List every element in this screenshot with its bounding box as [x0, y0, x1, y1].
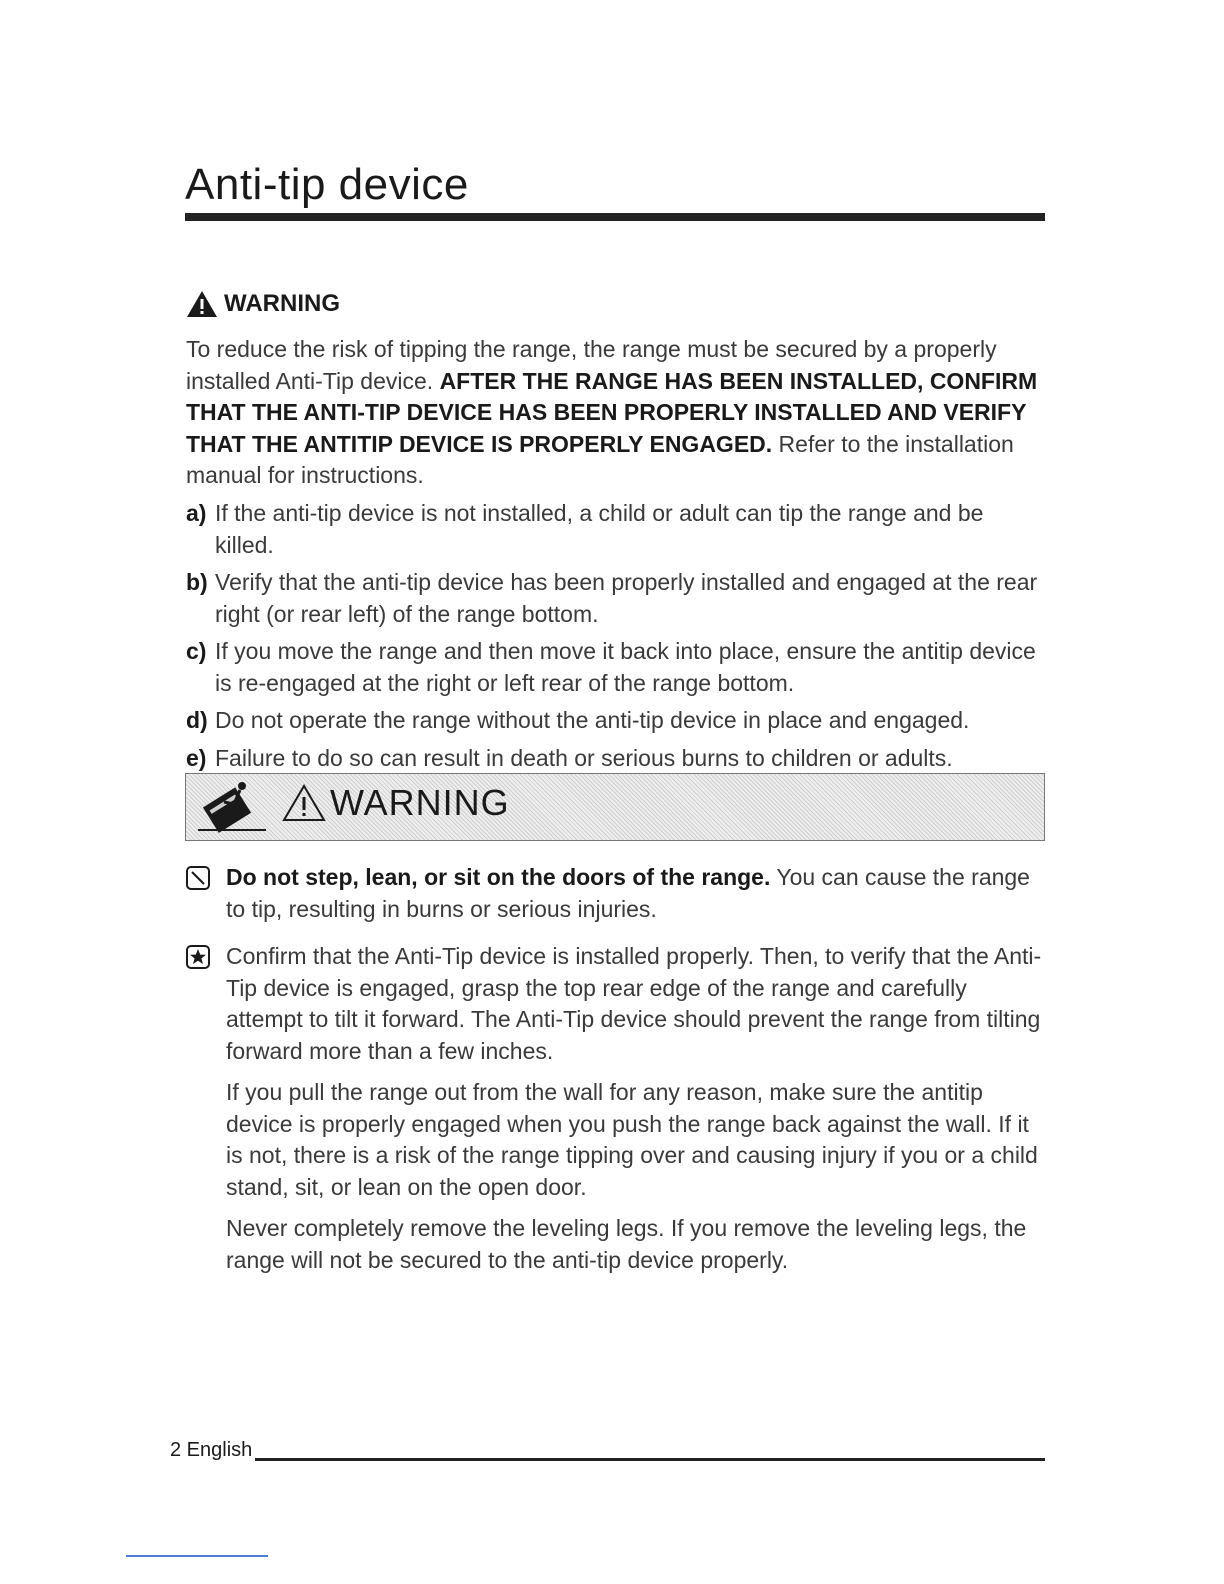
warning-intro-tail: Refer to the installation manual for instructions. [186, 430, 1014, 488]
list-item-text: Failure to do so can result in death or serious burns to children or adults. [215, 744, 953, 771]
prohibited-bold: Do not step, lean, or sit on the doors of the range. [226, 864, 771, 890]
prohibited-text [226, 862, 1048, 925]
footer-rule [255, 1458, 1045, 1461]
warning-triangle-outline-icon [282, 784, 326, 822]
list-marker: e) [186, 744, 207, 771]
prohibited-notice [186, 862, 1048, 935]
list-marker: c) [186, 638, 207, 664]
list-marker: d) [186, 707, 208, 733]
warning-intro [186, 334, 1048, 492]
title-rule [185, 213, 1045, 221]
list-item [186, 636, 1048, 699]
warning-heading [186, 290, 340, 318]
warning-intro-plain: To reduce the risk of tipping the range, the range must be secured by a properly installed Anti-Tip device. [186, 336, 997, 394]
instruction-paragraph: If you pull the range out from the wall for any reason, make sure the antitip device is properly engaged when you push the range back against the wall. If it is not, there is a risk of the range tipping over and causing injury if you or a child stand, sit, or lean on the open door. [226, 1079, 1038, 1200]
tipping-range-icon [194, 780, 270, 836]
warning-triangle-icon [186, 290, 218, 318]
instruction-paragraph: Confirm that the Anti-Tip device is installed properly. Then, to verify that the Anti-Tip device is engaged, grasp the top rear edge of the range and carefully attempt to tilt it forward. The Anti-Tip device should prevent the range from tilting forward more than a few inches. [226, 943, 1042, 1064]
warning-banner [185, 773, 1045, 841]
star-instruction-icon [186, 945, 210, 969]
bottom-link-line [126, 1555, 268, 1557]
list-marker: b) [186, 569, 208, 595]
warning-heading-label: WARNING [224, 290, 340, 317]
page-title: Anti-tip device [185, 160, 469, 209]
prohibited-plain: You can cause the range to tip, resulting in burns or serious injuries. [226, 864, 1030, 922]
list-item-text: If the anti-tip device is not installed, a child or adult can tip the range and be killed. [215, 500, 984, 558]
banner-label: WARNING [330, 782, 510, 823]
prohibited-icon [186, 866, 210, 890]
list-item [186, 567, 1048, 630]
list-item-text: Verify that the anti-tip device has been properly installed and engaged at the rear right (or rear left) of the range bottom. [215, 569, 1038, 627]
warning-intro-bold: AFTER THE RANGE HAS BEEN INSTALLED, CONFIRM THAT THE ANTI-TIP DEVICE HAS BEEN PROPERLY INSTALLED AND VERIFY THAT THE ANTITIP DEVICE IS PROPERLY ENGAGED. [186, 367, 1038, 457]
list-item [186, 743, 1048, 775]
list-marker: a) [186, 500, 207, 526]
list-item-text: Do not operate the range without the anti-tip device in place and engaged. [215, 707, 970, 733]
banner-text [282, 782, 510, 824]
list-item-text: If you move the range and then move it back into place, ensure the antitip device is re-engaged at the right or left rear of the range bottom. [215, 638, 1036, 696]
list-item [186, 498, 1048, 561]
list-item [186, 705, 1048, 737]
instruction-paragraph: Never completely remove the leveling legs. If you remove the leveling legs, the range will not be secured to the anti-tip device properly. [226, 1215, 1027, 1273]
instruction-notice [186, 941, 1048, 1286]
footer-page-label: 2 English [170, 1439, 253, 1461]
warning-list [186, 498, 1048, 780]
